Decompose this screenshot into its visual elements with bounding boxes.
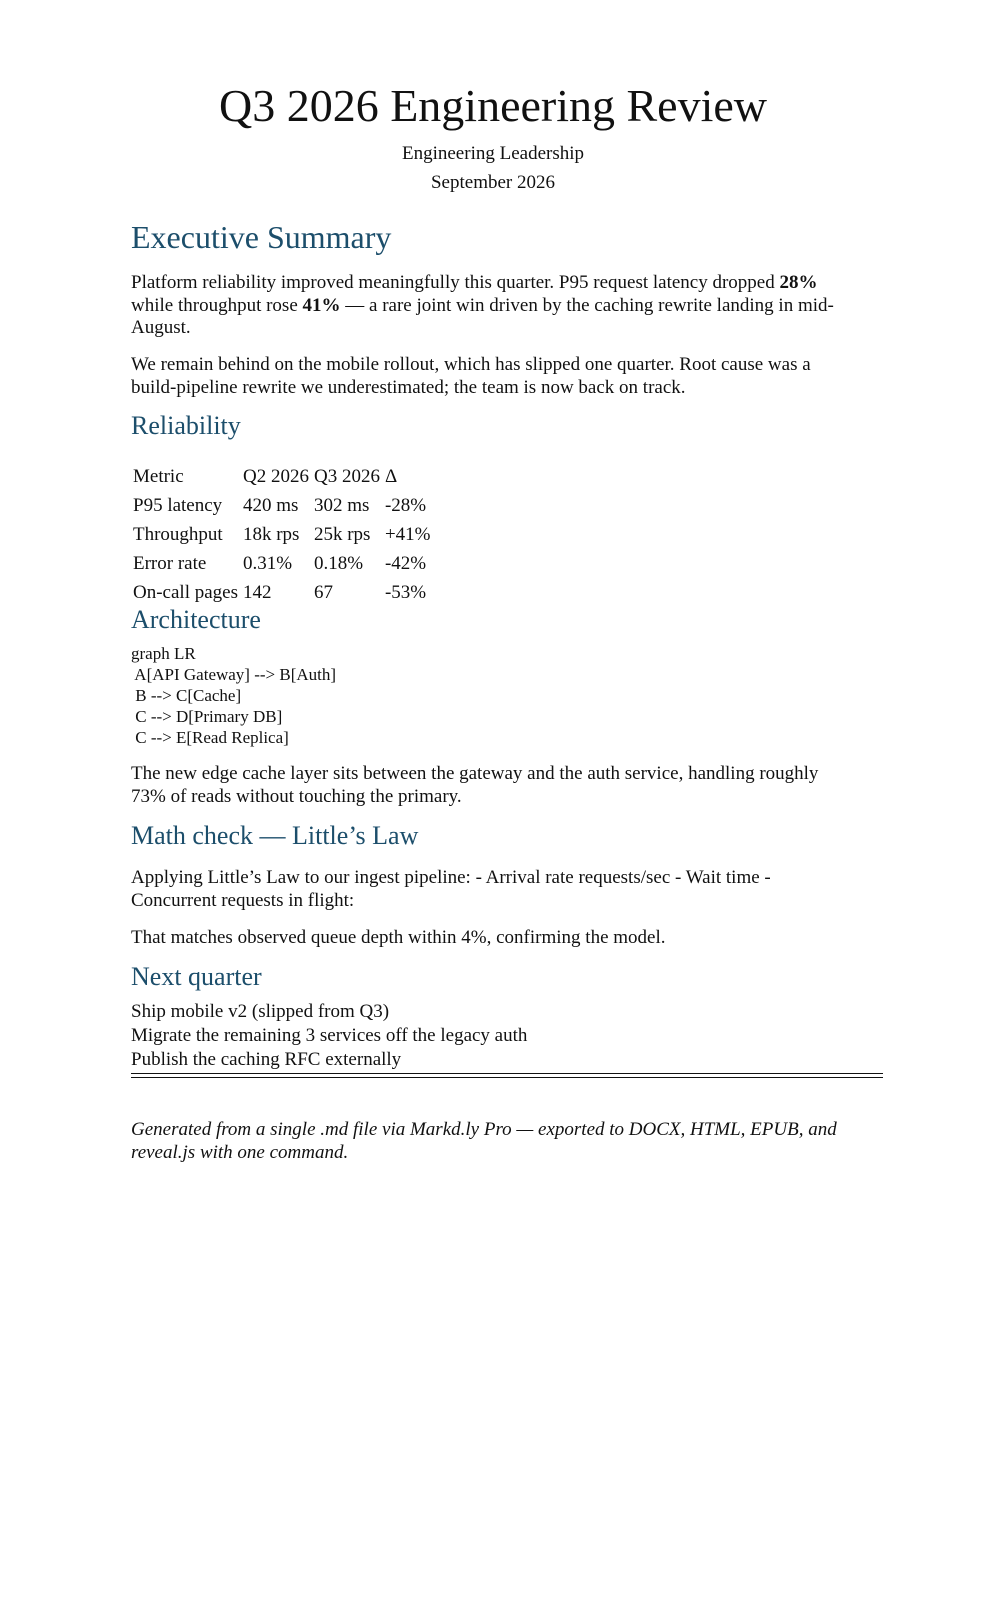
table-cell: Error rate [133, 552, 207, 574]
column-header: Q2 2026 [242, 465, 309, 487]
section-heading-next-quarter: Next quarter [131, 962, 262, 991]
bold-figure-throughput: 41% [302, 294, 341, 316]
column-header: Metric [133, 465, 184, 487]
section-heading-executive-summary: Executive Summary [131, 219, 392, 255]
table-cell: 302 ms [313, 494, 370, 516]
table-cell: 0.18% [313, 552, 364, 574]
table-row [131, 578, 434, 607]
table-cell: Throughput [133, 523, 223, 545]
text-run: — a rare joint win driven by the caching rewrite landing in mid-August. [131, 294, 834, 338]
text-run: Platform reliability improved meaningfully this quarter. P95 request latency dropped [131, 272, 780, 293]
document-date: September 2026 [430, 172, 555, 193]
table-cell: P95 latency [133, 494, 223, 516]
table-cell: 0.31% [242, 552, 293, 574]
table-cell: -28% [384, 494, 427, 516]
math-check-paragraph-2: That matches observed queue depth within 4%, confirming the model. [131, 927, 666, 948]
table-row [131, 549, 434, 578]
table-cell: On-call pages [133, 581, 238, 603]
table-cell: -53% [384, 581, 427, 603]
table-cell: 420 ms [242, 494, 299, 516]
table-cell: +41% [384, 523, 431, 545]
table-cell: -42% [384, 552, 427, 574]
document-title: Q3 2026 Engineering Review [218, 80, 768, 131]
section-heading-math-check: Math check — Little’s Law [131, 821, 419, 850]
column-header: Q3 2026 [313, 465, 380, 487]
table-cell: 67 [313, 581, 333, 603]
section-heading-reliability: Reliability [131, 411, 241, 440]
bold-figure-latency: 28% [779, 272, 818, 293]
table-cell: 25k rps [313, 523, 371, 545]
math-check-paragraph-1: Applying Little’s Law to our ingest pipeline: - Arrival rate requests/sec - Wait time - Concurrent requests in flight: [131, 867, 771, 911]
document-author: Engineering Leadership [401, 143, 584, 164]
section-heading-architecture: Architecture [131, 605, 261, 634]
table-header-row [131, 462, 434, 491]
next-quarter-list [131, 1000, 527, 1072]
architecture-paragraph: The new edge cache layer sits between the gateway and the auth service, handling roughly 73% of reads without touching the primary. [131, 763, 819, 807]
executive-summary-paragraph-2: We remain behind on the mobile rollout, which has slipped one quarter. Root cause was a build-pipeline rewrite we underestimated; the team is now back on track. [131, 354, 811, 398]
table-cell: 142 [242, 581, 272, 603]
footer-note: Generated from a single .md file via Markd.ly Pro — exported to DOCX, HTML, EPUB, and reveal.js with one command. [131, 1119, 837, 1163]
table-row [131, 491, 434, 520]
horizontal-rule [131, 1073, 883, 1078]
executive-summary-paragraph-1 [131, 272, 851, 340]
table-row [131, 520, 434, 549]
text-run: while throughput rose [131, 294, 303, 316]
list-item: Migrate the remaining 3 services off the legacy auth [131, 1025, 528, 1046]
list-item: Publish the caching RFC externally [131, 1049, 402, 1070]
reliability-table [131, 462, 434, 607]
architecture-code-block: graph LR A[API Gateway] --> B[Auth] B --> C[Cache] C --> D[Primary DB] C --> E[Read Replica] [131, 644, 337, 747]
column-header: Δ [384, 465, 398, 487]
table-cell: 18k rps [242, 523, 300, 545]
list-item: Ship mobile v2 (slipped from Q3) [131, 1001, 390, 1022]
